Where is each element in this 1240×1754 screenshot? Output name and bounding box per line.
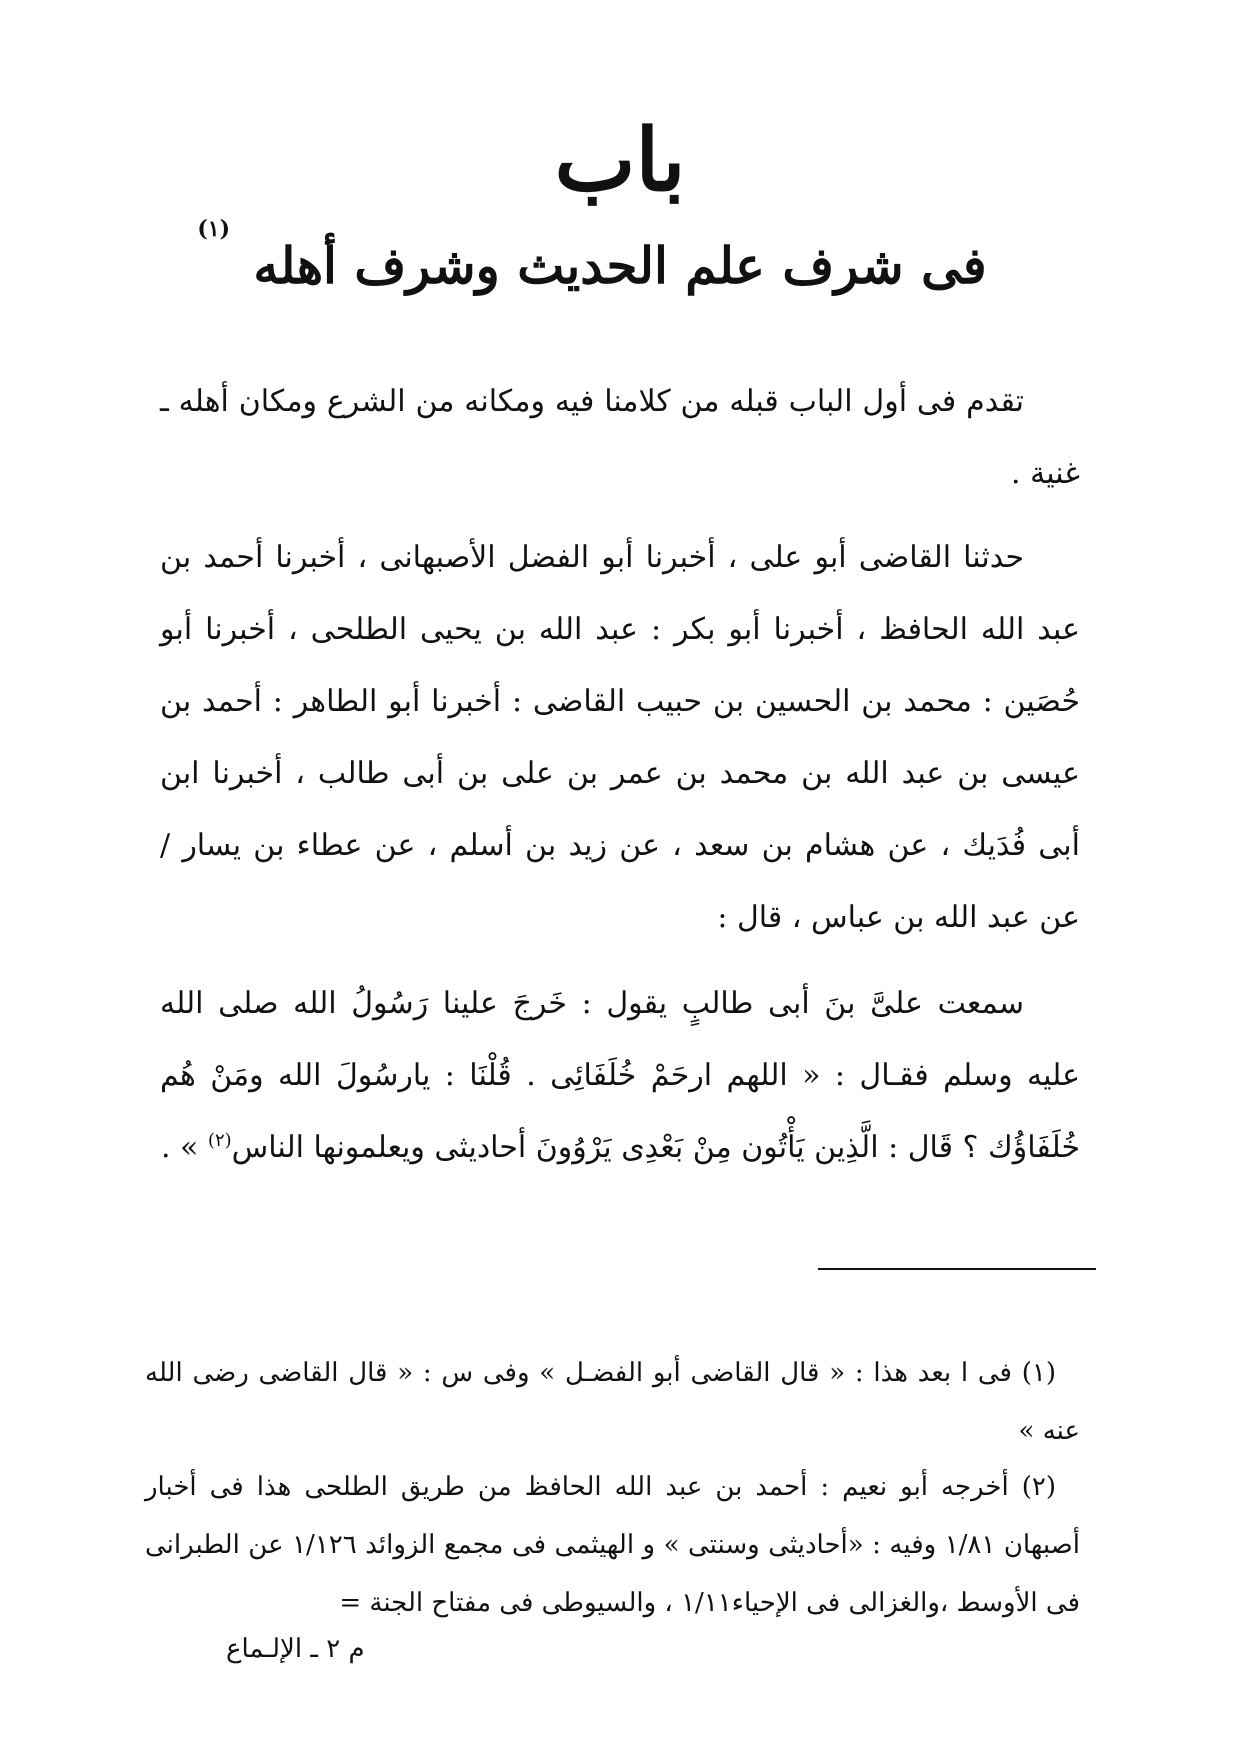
hadith-text: سمعت علىَّ بنَ أبى طالبٍ يقول : خَرجَ علينا رَسُولُ الله صلى الله عليه وسلم فقـال : « اللهم ارحَمْ خُلَفَائِى . قُلْنَا : يارسُولَ الله ومَنْ هُم خُلَفَاؤُك ؟ قَال : الَّذِين يَأْتُون مِنْ بَعْدِى يَرْوُونَ أحاديثى ويعلمونها الناس xyxy=(160,986,1080,1165)
footnote-marker-1: (١) xyxy=(197,216,230,242)
footnote-1: (١) فى ا بعد هذا : « قال القاضى أبو الفضـل » وفى س : « قال القاضى رضى الله عنه » xyxy=(145,1358,1080,1446)
chapter-title: باب xyxy=(554,110,686,211)
body-paragraph-1: تقدم فى أول الباب قبله من كلامنا فيه ومكانه من الشرع ومكان أهله ـ غنية . xyxy=(160,384,1080,491)
chapter-subtitle-text: فى شرف علم الحديث وشرف أهله xyxy=(253,236,987,295)
chapter-subtitle-block xyxy=(0,216,1240,296)
chapter-subtitle xyxy=(197,216,987,296)
hadith-text-end: » . xyxy=(160,1130,208,1165)
footnote-marker-2: (٢) xyxy=(207,1130,232,1151)
footnote-2: (٢) أخرجه أبو نعيم : أحمد بن عبد الله الحافظ من طريق الطلحى هذا فى أخبار أصبهان ١/٨١ وفيه : «أحاديثى وسنتى » و الهيثمى فى مجمع الزوائد ١/١٢٦ عن الطبرانى فى الأوسط ،والغزالى فى الإحياء١/١١ ، والسيوطى فى مفتاح الجنة = xyxy=(145,1472,1080,1618)
signature-mark: م ٢ ـ الإلـماع xyxy=(226,1634,365,1664)
body-paragraph-2: حدثنا القاضى أبو على ، أخبرنا أبو الفضل الأصبهانى ، أخبرنا أحمد بن عبد الله الحافظ ، أخبرنا أبو بكر : عبد الله بن يحيى الطلحى ، أخبرنا أبو حُصَين : محمد بن الحسين بن حبيب القاضى : أخبرنا أبو الطاهر : أحمد بن عيسى بن عبد الله بن محمد بن عمر بن على بن أبى طالب ، أخبرنا ابن أبى فُدَيك ، عن هشام بن سعد ، عن زيد بن أسلم ، عن عطاء بن يسار / عن عبد الله بن عباس ، قال : xyxy=(160,540,1080,935)
body-paragraph-3 xyxy=(160,968,1080,1184)
footnote-divider xyxy=(818,1268,1096,1270)
